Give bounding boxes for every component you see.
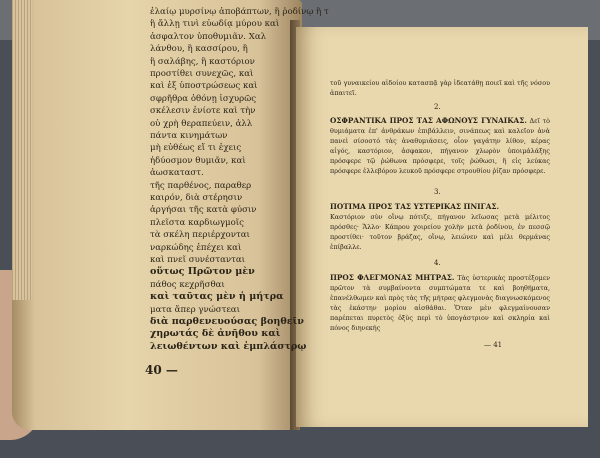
left-text-line: πλεῖστα καρδιωγμοῖς xyxy=(150,217,244,228)
right-page-number: — 41 xyxy=(484,341,503,349)
left-text-line: οὐ χρὴ θεραπεύειν, ἀλλ xyxy=(150,118,253,129)
page-edges xyxy=(12,0,32,300)
left-text-line: ἢ ἄλλῃ τινὶ εὐωδίᾳ μύρου καὶ xyxy=(150,19,280,30)
left-text-line: καιρόν, διὰ στέρησιν xyxy=(150,193,243,203)
section-4 xyxy=(330,273,550,333)
section-3 xyxy=(330,202,550,252)
left-text-line: ματα ἄπερ γνώστεαι xyxy=(150,304,240,315)
left-text-line: ἠδύοσμον θυμιᾶν, καὶ xyxy=(150,155,246,166)
section-heading: ΟΣΦΡΑΝΤΙΚΑ ΠΡΟΣ ΤΑΣ ΑΦΩΝΟΥΣ ΓΥΝΑΙΚΑΣ. xyxy=(330,116,527,125)
left-text-line: ἀσφαλτον ὑποθυμιᾶν. Χαλ xyxy=(150,31,267,42)
intro-paragraph xyxy=(330,78,550,98)
section-body: Δεῖ τὸ θυμιάματα ἐπ' ἀνθράκων ἐπιβάλλειν, σινάπεως καὶ καλεῖον ἀνὰ πανεὶ σίσοστό τὰς ἀναθυμιάσεις, οἷον γαγάτην λίθον, κέρας αἰγός, καστόριον, ἀσφακον, πήγανον χλωρὸν ὑποιμάλάξης πρόσφερε τῷ ῥώθωνα πρόσφερε, τοῖς ῥώθωσι, ἢ εἰς λεύκας πρόσφερε ἐλλεβόρου λευκοῦ πρόσφερε στρουθίου ῥίζαν πρόσφερε. xyxy=(330,117,550,175)
section-number: 4. xyxy=(434,259,441,267)
left-text-line: πάθος κεχρῆσθαι xyxy=(150,279,225,290)
left-text-line: καὶ πνεῖ συνέστανται xyxy=(150,255,246,265)
left-text-line: ἐλαίῳ μυρσίνῳ ἀποβάπτων, ἢ ῥοδίνῳ ἢ τ xyxy=(150,7,329,17)
left-text-line: λάνθου, ἢ κασσίρου, ἢ xyxy=(150,44,248,55)
left-text-line: ναρκώδης ἐπέχει καὶ xyxy=(150,242,242,253)
intro-text: τοῦ γυναικείου αἰδοίου κατασπᾷ γὰρ ἰδεατάθῃ ποιεῖ καὶ τῆς νόσου ἀπαιτεῖ. xyxy=(330,79,550,97)
section-number: 2. xyxy=(434,103,441,111)
left-text-line: ἀωσκαταστ. xyxy=(150,168,204,179)
section-number: 3. xyxy=(434,188,441,196)
left-text-line: προστίθει συνεχῶς, καὶ xyxy=(150,69,254,79)
section-2 xyxy=(330,116,550,176)
left-text-line: σφρῆθρα ὀθόνῃ ἰσχυρῶς xyxy=(150,93,257,104)
section-body: Καστόριον σὺν οἴνῳ πότιζε, πήγανον λεῖωσας μετὰ μέλιτος πρόσθες· Ἄλλο· Κάπρου χοιρείου χολὴν μετὰ ῥοδίνου, ἐν πεσσῷ προστίθει· τοῦτον βράζας, οἴνῳ, λειώνεν καὶ μέλι θερμάνας ἐπίβαλλε. xyxy=(330,213,550,251)
left-text-line: καὶ ταῦτας μὲν ἡ μήτρα xyxy=(150,291,284,303)
section-heading: ΠΟΤΙΜΑ ΠΡΟΣ ΤΑΣ ΥΣΤΕΡΙΚΑΣ ΠΝΙΓΑΣ. xyxy=(330,202,500,211)
section-body: Τὰς ὑστερικὰς προστέξομεν πρῶτον τὰ συμβαίνοντα συμπτώματα τε καὶ βοηθήματα, ἐπανέλθωμεν καὶ πρὸς τὰς τῆς μήτρας φλεγμονὰς διαγνωσκόμενος τὰς ἑκάστην μορίου αἰσθάθαι. Ὅταν μὲν φλεγμαίνουσαν παρέπεται πυρετὸς ὀξὺς περὶ τὸ ὑπογάστριον καὶ σκληρία καὶ πόνος διηνεκής xyxy=(330,274,550,332)
left-text-line: μὴ εὐθέως εἴ τι ἐχεις xyxy=(150,143,242,154)
left-text-line: τῆς παρθένος, παραθερ xyxy=(150,180,252,191)
left-text-line: λειωθέντων καὶ ἐμπλάστρῳ xyxy=(150,340,307,352)
left-text-line: χηρωτάς δὲ ἀνῆθου καὶ xyxy=(150,328,281,340)
left-text-line: καὶ ἐξ ὑποστρώσεως καὶ xyxy=(150,81,258,92)
left-text-line: οὕτως Πρῶτον μὲν xyxy=(150,266,255,278)
section-heading: ΠΡΟΣ ΦΛΕΓΜΟΝΑΣ ΜΗΤΡΑΣ. xyxy=(330,273,455,282)
left-text-line: διὰ παρθενευούσας βοηθεῖν xyxy=(150,316,304,327)
left-text-line: πάντα κινημάτων xyxy=(150,131,228,141)
left-text-line: σκέλεσιν ἐνίοτε καὶ τὴν xyxy=(150,106,256,117)
left-text-line: ἀργήσαι τῆς κατὰ φύσιν xyxy=(150,205,257,216)
left-text-line: τὰ σκέλη περιέρχονται xyxy=(150,230,250,241)
left-text-line: ἢ σαλάβης, ἢ καστόριον xyxy=(150,56,255,67)
left-page-number: 40 — xyxy=(145,363,178,377)
